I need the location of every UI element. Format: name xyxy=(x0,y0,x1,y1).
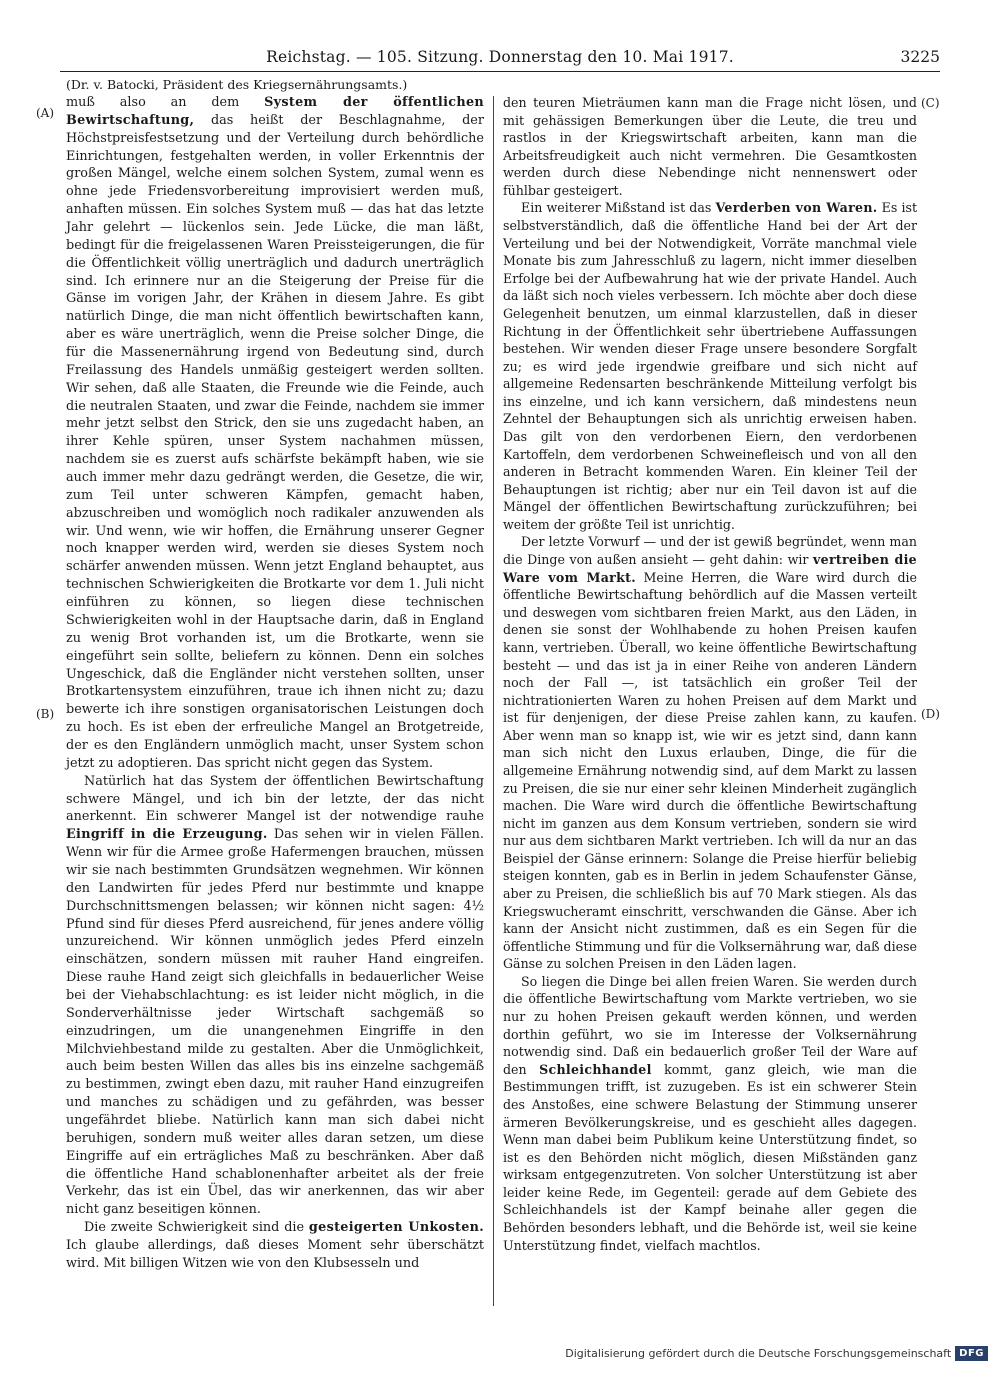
paragraph xyxy=(66,1219,484,1273)
emphasis: vertreiben die Ware vom Markt. xyxy=(503,552,917,585)
emphasis: gesteigerten Unkosten. xyxy=(308,1220,484,1236)
margin-label-d: (D) xyxy=(921,707,940,721)
paragraph xyxy=(503,533,917,972)
emphasis: Eingriff in die Erzeugung. xyxy=(66,827,268,843)
text-run: Natürlich hat das System der öffentlichen Bewirtschaftung schwere Mängel, und ich bin der letzte, der das nicht anerkennt. Ein schwerer Mangel ist der notwendige rauhe xyxy=(66,773,484,825)
paragraph xyxy=(66,94,484,773)
running-header: Reichstag. — 105. Sitzung. Donnerstag den 10. Mai 1917. xyxy=(266,48,734,66)
text-run: Der letzte Vorwurf — und der ist gewiß begründet, wenn man die Dinge von außen ansieht — geht dahin: wir xyxy=(503,534,917,568)
paragraph xyxy=(503,199,917,533)
footer-text: Digitalisierung gefördert durch die Deutsche Forschungsgemeinschaft xyxy=(565,1346,952,1360)
text-run: Die zweite Schwierigkeit sind die xyxy=(84,1220,309,1236)
text-run: Ich glaube allerdings, daß dieses Moment sehr überschätzt wird. Mit billigen Witzen wie von den Klubsesseln und xyxy=(66,1238,484,1271)
margin-label-b: (B) xyxy=(36,707,55,721)
paragraph xyxy=(503,973,917,1254)
right-column xyxy=(503,94,917,1254)
text-run: Es ist selbstverständlich, daß die öffentliche Hand bei der Art der Verteilung und bei der Notwendigkeit, Vorräte manchmal viele Monate bis zum Jahresschluß zu lagern, nicht immer dieselben Erfolge bei der Aufbewahrung hat wie der private Handel. Auch da läßt sich noch vieles verbessern. Ich möchte aber doch diese Gelegenheit benutzen, um einmal klarzustellen, daß in dieser Richtung in der Öffentlichkeit sehr übertriebene Auffassungen bestehen. Wir wenden dieser Frage unsere besondere Sorgfalt zu; es wird jede irgendwie greifbare und sich nicht auf allgemeine Redensarten beschränkende Mitteilung verfolgt bis ins einzelne, und ich kann versichern, daß mindestens neun Zehntel der Behauptungen sich als unrichtig erweisen haben. Das gilt von den verdorbenen Eiern, den verdorbenen Kartoffeln, dem verdorbenen Schweinefleisch und von all den anderen in Betracht kommenden Waren. Ein kleiner Teil der Behauptungen ist richtig; aber nur ein Teil davon ist auf die Mängel der öffentlichen Bewirtschaftung zurückzuführen; bei weitem der größte Teil ist unrichtig. xyxy=(503,200,918,532)
emphasis: Schleichhandel xyxy=(539,1061,652,1077)
text-run: muß also an dem xyxy=(66,95,265,110)
column-divider xyxy=(493,96,494,1306)
page-number: 3225 xyxy=(900,48,940,66)
emphasis: System der öffentlichen Bewirtschaftung, xyxy=(66,95,484,128)
margin-label-c: (C) xyxy=(921,96,940,110)
text-run: kommt, ganz gleich, wie man die Bestimmungen trifft, ist zuzugeben. Es ist ein schwerer Stein des Anstoßes, eine schwere Belastung der Stimmung unserer ärmeren Bevölkerungskreise, und es geschieht alles dagegen. Wenn man dabei beim Publikum keine Unterstützung findet, so ist es den Behörden nicht möglich, diesen Mißständen ganz wirksam entgegenzutreten. Von solcher Unterstützung ist aber leider keine Rede, im Gegenteil: gerade auf dem Gebiete des Schleichhandels ist der Kampf beinahe aller gegen die Behörden besonders lebhaft, und die Behörde ist, weil sie keine Unterstützung findet, vielfach machtlos. xyxy=(503,1061,917,1253)
margin-label-a: (A) xyxy=(36,106,55,120)
dfg-logo: DFG xyxy=(955,1346,988,1361)
text-run: Das sehen wir in vielen Fällen. Wenn wir für die Armee große Hafermengen brauchen, müssen wir sie nach bestimmten Grundsätzen wegnehmen. Wir können den Landwirten für jedes Pferd nur bestimmte und knappe Durchschnittsmengen belassen; wir können nicht sagen: 4½ Pfund sind für dieses Pferd ausreichend, für jenes andere völlig unzureichend. Wir können unmöglich jedes Pferd einzeln einschätzen, sondern müssen mit rauher Hand eingreifen. Diese rauhe Hand zeigt sich gleichfalls in bedauerlicher Weise bei der Viehabschlachtung: es ist leider nicht möglich, in die Sonderverhältnisse jeder Wirtschaft sachgemäß so einzudringen, um die unangenehmen Eingriffe in den Milchviehbestand milde zu gestalten. Aber die Unmöglichkeit, auch beim besten Willen das alles bis ins einzelne sachgemäß zu bestimmen, zwingt eben dazu, mit rauher Hand einzugreifen und manches zu schädigen und zu gefährden, was besser ungefährdet bliebe. Natürlich kann man sich dabei nicht beruhigen, sondern muß weiter alles daran setzen, um diese Eingriffe auf ein erträgliches Maß zu beschränken. Aber daß die öffentliche Hand schablonenhafter arbeitet als der freie Verkehr, das ist ein Übel, das wir anerkennen, das wir aber nicht ganz beseitigen können. xyxy=(66,827,484,1218)
paragraph: den teuren Mieträumen kann man die Frage nicht lösen, und mit gehässigen Bemerkungen über die Leute, die treu und rastlos in der Kriegswirtschaft arbeiten, kann man die Arbeitsfreudigkeit auch nicht vermehren. Die Gesamtkosten werden durch diese Nebendinge nicht nennenswert oder fühlbar gesteigert. xyxy=(503,95,917,198)
paragraph xyxy=(66,773,484,1219)
emphasis: Verderben von Waren. xyxy=(715,200,878,216)
footer xyxy=(565,1343,988,1363)
speaker-line: (Dr. v. Batocki, Präsident des Kriegsernährungsamts.) xyxy=(66,77,408,92)
text-run: So liegen die Dinge bei allen freien Waren. Sie werden durch die öffentliche Bewirtschaftung vom Markte vertrieben, wo sie nur zu hohen Preisen gekauft werden können, und werden dorthin geführt, wo sie im Interesse der Volksernährung notwendig sind. Daß ein bedauerlich großer Teil der Ware auf den xyxy=(503,973,917,1077)
page-header xyxy=(60,45,940,72)
text-run: das heißt der Beschlagnahme, der Höchstpreisfestsetzung und der Verteilung durch behördliche Einrichtungen, festgehalten werden, in voller Erkenntnis der großen Mängel, welche einem solchen System, zumal wenn es ohne jede Friedensvorbereitung improvisiert werden muß, anhaften müssen. Ein solches System muß — das hat das letzte Jahr gelehrt — lückenlos sein. Jede Lücke, die man läßt, bedingt für die freigelassenen Waren Preissteigerungen, die für die Öffentlichkeit völlig unerträglich und dadurch unerträglich sind. Ich erinnere nur an die Steigerung der Preise für die Gänse im vorigen Jahr, der Krähen in diesem Jahre. Es gibt natürlich Dinge, die man nicht öffentlich bewirtschaften kann, aber es wäre unerträglich, wenn die Preise solcher Dinge, die für die Massenernährung irgend von Bedeutung sind, durch Freilassung des Handels unmäßig gesteigert werden sollten. Wir sehen, daß alle Staaten, die Freunde wie die Feinde, auch die neutralen Staaten, und zwar die Feinde, nachdem sie immer mehr jetzt selbst den Strick, den sie uns zugedacht haben, an ihrer Kehle spüren, unser System nachahmen müssen, nachdem sie es zuerst aufs schärfste bekämpft haben, wie sie auch immer mehr dazu gedrängt werden, die Gesetze, die wir, zum Teil unter schweren Kämpfen, gemacht haben, abzuschreiben und womöglich noch radikaler anzuwenden als wir. Und wenn, wie wir hoffen, die Ernährung unserer Gegner noch knapper werden wird, werden sie dieses System noch schärfer anwenden müssen. Wenn jetzt England behauptet, aus technischen Schwierigkeiten die Brotkarte vor dem 1. Juli nicht einführen zu können, so liegen diese technischen Schwierigkeiten wohl in der Hauptsache darin, daß in England zu wenig Brot vorhanden ist, um die Brotkarte, wenn sie eingeführt sein sollte, beliefern zu können. Denn ein solches Ungeschick, daß die Engländer nicht verstehen sollten, unser Brotkartensystem einzuführen, traue ich ihnen nicht zu; dazu bewerte ich ihre sonstigen organisatorischen Leistungen doch zu hoch. Es ist eben der erfreuliche Mangel an Brotgetreide, der es den Engländern unmöglich macht, unser System schon jetzt zu adoptieren. Das spricht nicht gegen das System. xyxy=(66,112,484,771)
text-run: Meine Herren, die Ware wird durch die öffentliche Bewirtschaftung behördlich auf die Massen verteilt und deswegen vom sichtbaren freien Markt, aus den Läden, in denen sie sonst der Wohlhabende zu hohen Preisen kaufen kann, vertrieben. Überall, wo keine öffentliche Bewirtschaftung besteht — und das ist ja in einer Reihe von anderen Ländern noch der Fall —, ist tatsächlich ein großer Teil der nichtrationierten Waren zu hohen Preisen auf dem Markt und ist für denjenigen, der diese Preise zahlen kann, zu kaufen. Aber wenn man so knapp ist, wie wir es jetzt sind, dann kann man sich nicht den Luxus erlauben, Dinge, die für die allgemeine Ernährung notwendig sind, auf dem Markt zu lassen zu Preisen, die sie nur einer sehr kleinen Minderheit zugänglich machen. Die Ware wird durch die öffentliche Bewirtschaftung nicht im ganzen aus dem Konsum vertrieben, sondern sie wird nur aus dem sichtbaren Markt vertrieben. Ich will da nur an das Beispiel der Gänse erinnern: Solange die Preise hierfür beliebig steigen konnten, gab es in Berlin in jedem Schaufenster Gänse, aber zu Preisen, die schließlich bis auf 70 Mark stiegen. Als das Kriegswucheramt einschritt, verschwanden die Gänse. Aber ich kann der Ansicht nicht zustimmen, daß es ein Segen für die öffentliche Stimmung und für die Volksernährung war, daß diese Gänse zu solchen Preisen in den Läden lagen. xyxy=(503,569,917,972)
text-run: Ein weiterer Mißstand ist das xyxy=(521,200,716,216)
left-column xyxy=(66,94,484,1273)
